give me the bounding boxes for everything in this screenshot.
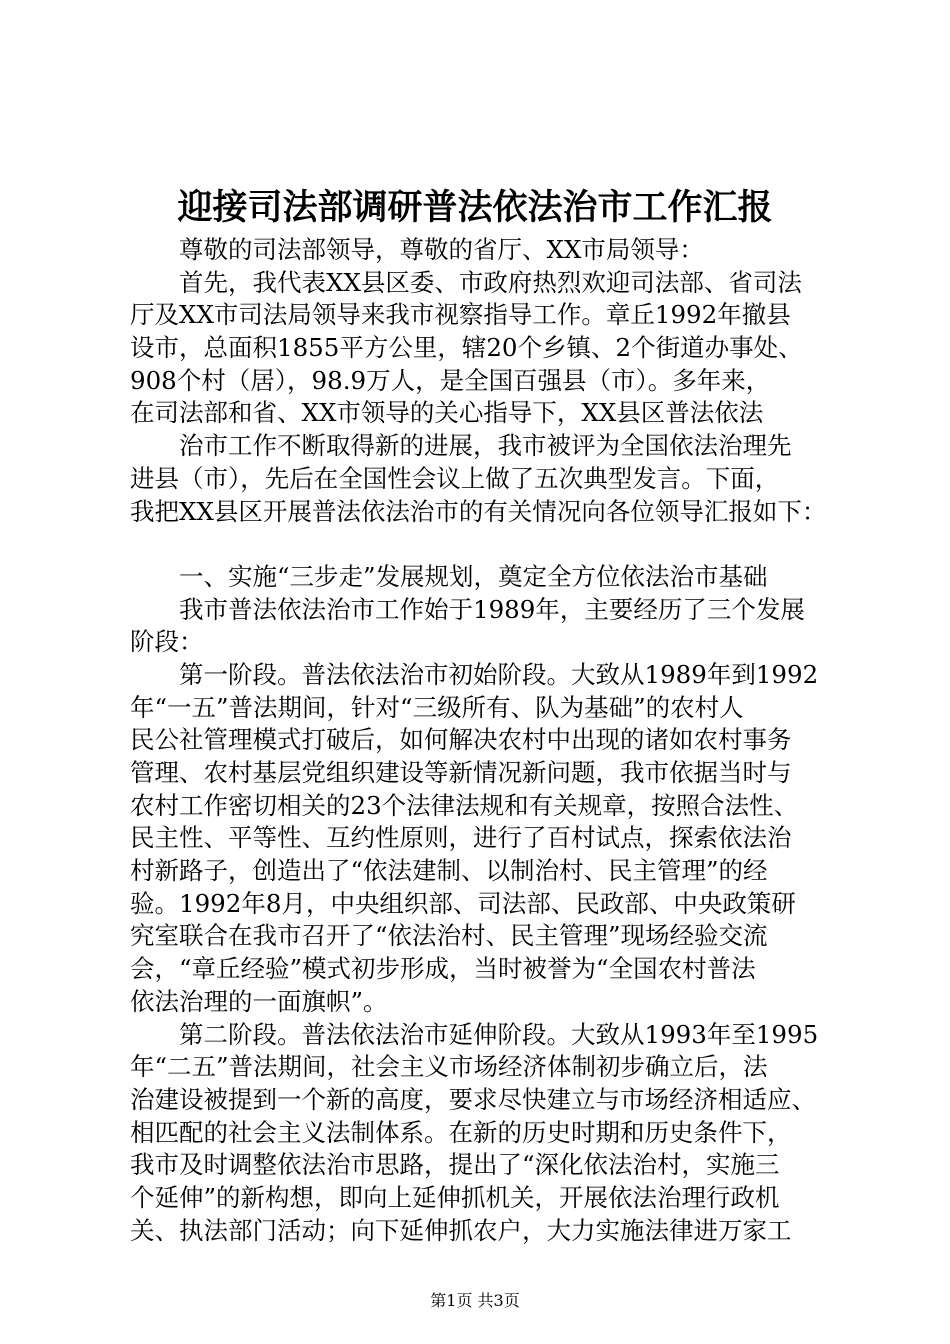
document-title: 迎接司法部调研普法依法治市工作汇报 xyxy=(177,187,773,228)
text-line: 依法治理的一面旗帜”。 xyxy=(130,986,388,1016)
text-line: 管理、农村基层党组织建设等新情况新问题，我市依据当时与 xyxy=(130,758,792,787)
text-line: 年“一五”普法期间，针对“三级所有、队为基础”的农村人 xyxy=(130,692,744,722)
text-line: 相匹配的社会主义法制体系。在新的历史时期和历史条件下， xyxy=(130,1117,792,1147)
text-line: 民主性、平等性、互约性原则，进行了百村试点，探索依法治 xyxy=(130,823,792,853)
section-heading: 一、实施“三步走”发展规划，奠定全方位依法治市基础 xyxy=(130,561,768,591)
text-line: 首先，我代表XX县区委、市政府热烈欢迎司法部、省司法 xyxy=(130,267,802,297)
text-line: 908个村（居），98.9万人，是全国百强县（市）。多年来， xyxy=(130,365,771,395)
text-line: 民公社管理模式打破后，如何解决农村中出现的诸如农村事务 xyxy=(130,725,792,755)
text-line: 进县（市），先后在全国性会议上做了五次典型发言。下面， xyxy=(130,463,780,493)
text-line: 尊敬的司法部领导，尊敬的省厅、XX市局领导： xyxy=(130,235,704,264)
document-body xyxy=(130,234,850,1247)
text-line: 治建设被提到一个新的高度，要求尽快建立与市场经济相适应、 xyxy=(130,1084,816,1114)
text-line: 村新路子，创造出了“依法建制、以制治村、民主管理”的经 xyxy=(130,856,768,886)
text-line: 究室联合在我市召开了“依法治村、民主管理”现场经验交流 xyxy=(130,921,768,951)
text-line: 会，“章丘经验”模式初步形成，当时被誉为“全国农村普法 xyxy=(130,954,756,984)
text-line: 设市，总面积1855平方公里，辖20个乡镇、2个街道办事处、 xyxy=(130,333,803,363)
text-line: 在司法部和省、XX市领导的关心指导下，XX县区普法依法 xyxy=(130,398,764,428)
text-line: 治市工作不断取得新的进展，我市被评为全国依法治理先 xyxy=(130,431,792,461)
text-line: 验。1992年8月，中央组织部、司法部、民政部、中央政策研 xyxy=(130,888,796,918)
page-footer: 第1页 共3页 xyxy=(430,1291,520,1310)
text-line: 年“二五”普法期间，社会主义市场经济体制初步确立后，法 xyxy=(130,1052,768,1082)
text-line: 关、执法部门活动；向下延伸抓农户，大力实施法律进万家工 xyxy=(130,1215,792,1245)
text-line: 个延伸”的新构想，即向上延伸抓机关，开展依法治理行政机 xyxy=(130,1182,780,1212)
text-line: 我市及时调整依法治市思路，提出了“深化依法治村，实施三 xyxy=(130,1150,780,1180)
blank-line xyxy=(130,528,850,561)
text-line: 我市普法依法治市工作始于1989年，主要经历了三个发展 xyxy=(130,594,805,624)
text-line: 农村工作密切相关的23个法律法规和有关规章，按照合法性、 xyxy=(130,790,799,820)
text-line: 第一阶段。普法依法治市初始阶段。大致从1989年到1992 xyxy=(130,659,819,689)
text-line: 厅及XX市司法局领导来我市视察指导工作。章丘1992年撤县 xyxy=(130,300,791,330)
text-line: 我把XX县区开展普法依法治市的有关情况向各位领导汇报如下： xyxy=(130,496,827,526)
text-line: 阶段： xyxy=(130,627,204,657)
text-line: 第二阶段。普法依法治市延伸阶段。大致从1993年至1995 xyxy=(130,1019,819,1049)
